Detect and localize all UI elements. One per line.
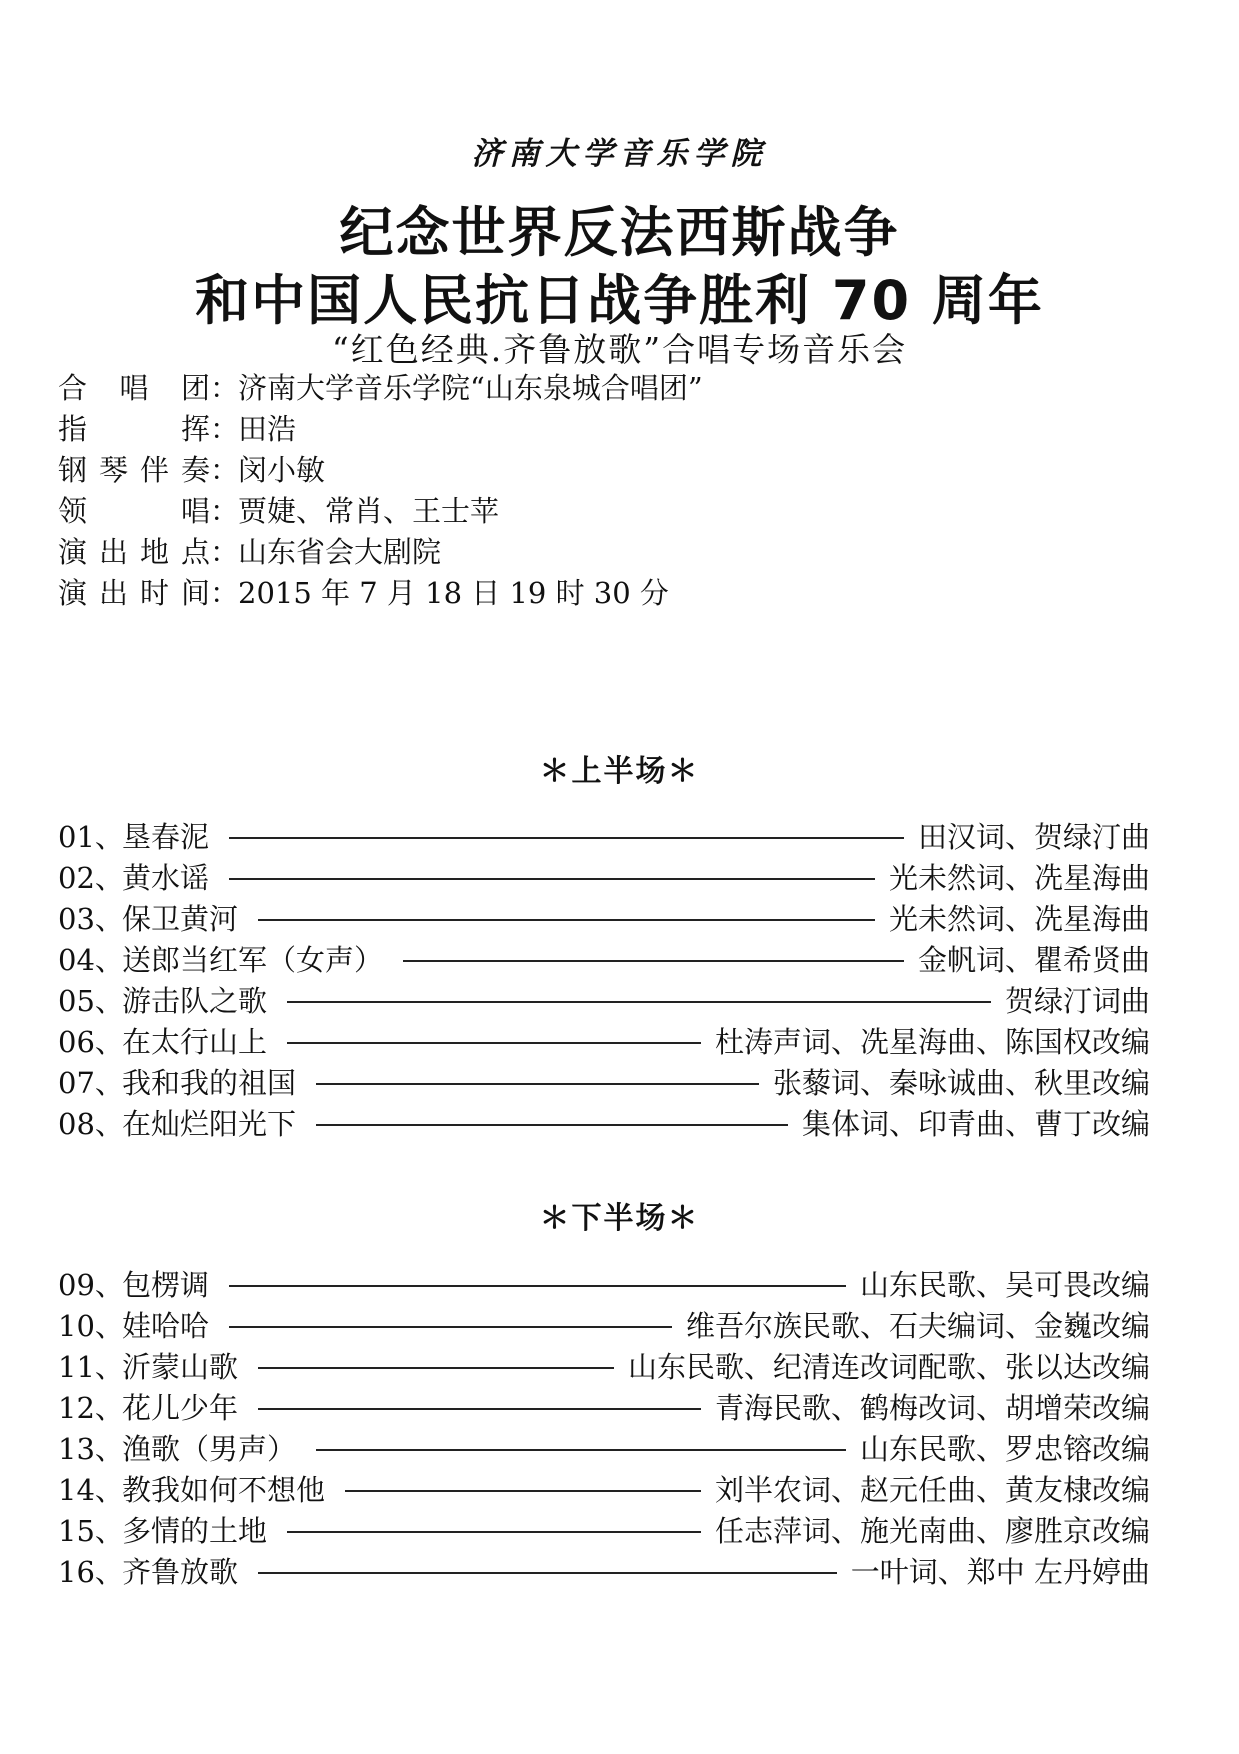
song-title: 在太行山上 xyxy=(122,1025,268,1059)
info-colon: ： xyxy=(210,371,240,405)
song-credit: 杜涛声词、冼星海曲、陈国权改编 xyxy=(714,1025,1150,1059)
song-title: 渔歌（男声） xyxy=(122,1432,297,1466)
dash-leader xyxy=(316,1124,788,1126)
program-item xyxy=(58,897,1150,938)
dash-leader xyxy=(287,1042,701,1044)
info-value: 闵小敏 xyxy=(238,453,326,487)
item-number: 09、 xyxy=(58,1268,124,1302)
first-half-heading: ＊上半场＊ xyxy=(539,754,700,789)
song-title: 花儿少年 xyxy=(122,1391,239,1425)
song-credit: 山东民歌、纪清连改词配歌、张以达改编 xyxy=(627,1350,1150,1384)
program-item xyxy=(58,1263,1150,1304)
song-title: 教我如何不想他 xyxy=(122,1473,326,1507)
song-title: 在灿烂阳光下 xyxy=(122,1107,297,1141)
song-credit: 田汉词、贺绿汀曲 xyxy=(917,820,1150,854)
dash-leader xyxy=(403,960,904,962)
info-value: 田浩 xyxy=(238,412,297,446)
song-title: 齐鲁放歌 xyxy=(122,1555,239,1589)
info-colon: ： xyxy=(210,535,240,569)
main-title-line1: 纪念世界反法西斯战争 xyxy=(339,201,900,264)
item-number: 11、 xyxy=(58,1350,124,1384)
song-title: 娃哈哈 xyxy=(122,1309,210,1343)
info-colon: ： xyxy=(210,453,240,487)
first-half-program xyxy=(58,815,1150,1143)
song-title: 黄水谣 xyxy=(122,861,210,895)
dash-leader xyxy=(287,1531,701,1533)
song-credit: 山东民歌、罗忠镕改编 xyxy=(859,1432,1150,1466)
info-value: 济南大学音乐学院“山东泉城合唱团” xyxy=(238,371,703,405)
info-row-lead-singers xyxy=(58,491,703,532)
song-title: 游击队之歌 xyxy=(122,984,268,1018)
info-row-venue xyxy=(58,532,703,573)
info-label: 演出时间 xyxy=(58,576,210,610)
item-number: 01、 xyxy=(58,820,124,854)
song-credit: 维吾尔族民歌、石夫编词、金巍改编 xyxy=(685,1309,1150,1343)
dash-leader xyxy=(229,878,875,880)
info-value: 贾婕、常肖、王士苹 xyxy=(238,494,500,528)
item-number: 07、 xyxy=(58,1066,124,1100)
info-label: 钢琴伴奏 xyxy=(58,453,210,487)
dash-leader xyxy=(287,1001,991,1003)
song-credit: 集体词、印青曲、曹丁改编 xyxy=(801,1107,1150,1141)
dash-leader xyxy=(258,1408,701,1410)
song-credit: 山东民歌、吴可畏改编 xyxy=(859,1268,1150,1302)
song-title: 沂蒙山歌 xyxy=(122,1350,239,1384)
info-label: 指挥 xyxy=(58,412,210,446)
program-item xyxy=(58,1386,1150,1427)
info-label: 合唱团 xyxy=(58,371,210,405)
song-credit: 青海民歌、鹤梅改词、胡增荣改编 xyxy=(714,1391,1150,1425)
song-title: 包楞调 xyxy=(122,1268,210,1302)
info-row-conductor xyxy=(58,409,703,450)
info-colon: ： xyxy=(210,576,240,610)
info-value: 山东省会大剧院 xyxy=(238,535,442,569)
song-credit: 任志萍词、施光南曲、廖胜京改编 xyxy=(714,1514,1150,1548)
item-number: 02、 xyxy=(58,861,124,895)
info-label: 领唱 xyxy=(58,494,210,528)
dash-leader xyxy=(258,919,875,921)
song-credit: 张藜词、秦咏诚曲、秋里改编 xyxy=(772,1066,1150,1100)
program-item xyxy=(58,1061,1150,1102)
concert-subtitle: “红色经典.齐鲁放歌”合唱专场音乐会 xyxy=(331,330,908,369)
song-title: 垦春泥 xyxy=(122,820,210,854)
item-number: 04、 xyxy=(58,943,124,977)
item-number: 14、 xyxy=(58,1473,124,1507)
item-number: 10、 xyxy=(58,1309,124,1343)
program-item xyxy=(58,856,1150,897)
song-title: 多情的土地 xyxy=(122,1514,268,1548)
song-title: 我和我的祖国 xyxy=(122,1066,297,1100)
info-row-time xyxy=(58,573,703,614)
song-title: 保卫黄河 xyxy=(122,902,239,936)
second-half-heading: ＊下半场＊ xyxy=(539,1201,700,1236)
item-number: 05、 xyxy=(58,984,124,1018)
dash-leader xyxy=(316,1083,759,1085)
info-colon: ： xyxy=(210,494,240,528)
second-half-program xyxy=(58,1263,1150,1591)
song-credit: 贺绿汀词曲 xyxy=(1004,984,1150,1018)
song-credit: 金帆词、瞿希贤曲 xyxy=(917,943,1150,977)
program-item xyxy=(58,1304,1150,1345)
item-number: 13、 xyxy=(58,1432,124,1466)
song-credit: 刘半农词、赵元任曲、黄友棣改编 xyxy=(714,1473,1150,1507)
item-number: 03、 xyxy=(58,902,124,936)
program-item xyxy=(58,979,1150,1020)
info-row-pianist xyxy=(58,450,703,491)
dash-leader xyxy=(229,1285,846,1287)
info-label: 演出地点 xyxy=(58,535,210,569)
info-colon: ： xyxy=(210,412,240,446)
dash-leader xyxy=(316,1449,846,1451)
program-item xyxy=(58,1427,1150,1468)
dash-leader xyxy=(258,1367,614,1369)
program-item xyxy=(58,1020,1150,1061)
info-row-choir xyxy=(58,368,703,409)
song-title: 送郎当红军（女声） xyxy=(122,943,384,977)
dash-leader xyxy=(229,1326,672,1328)
program-item xyxy=(58,938,1150,979)
item-number: 12、 xyxy=(58,1391,124,1425)
main-title-line2: 和中国人民抗日战争胜利 70 周年 xyxy=(195,269,1044,332)
program-item xyxy=(58,1509,1150,1550)
dash-leader xyxy=(345,1490,701,1492)
program-item xyxy=(58,1468,1150,1509)
song-credit: 一叶词、郑中 左丹婷曲 xyxy=(850,1555,1150,1589)
dash-leader xyxy=(229,837,904,839)
institution-name: 济南大学音乐学院 xyxy=(471,136,768,172)
item-number: 06、 xyxy=(58,1025,124,1059)
item-number: 15、 xyxy=(58,1514,124,1548)
program-item xyxy=(58,1345,1150,1386)
dash-leader xyxy=(258,1572,837,1574)
song-credit: 光未然词、冼星海曲 xyxy=(888,861,1150,895)
performance-info xyxy=(58,368,703,614)
song-credit: 光未然词、冼星海曲 xyxy=(888,902,1150,936)
item-number: 08、 xyxy=(58,1107,124,1141)
item-number: 16、 xyxy=(58,1555,124,1589)
program-item xyxy=(58,1550,1150,1591)
info-value: 2015 年 7 月 18 日 19 时 30 分 xyxy=(238,576,669,610)
program-item xyxy=(58,1102,1150,1143)
program-item xyxy=(58,815,1150,856)
